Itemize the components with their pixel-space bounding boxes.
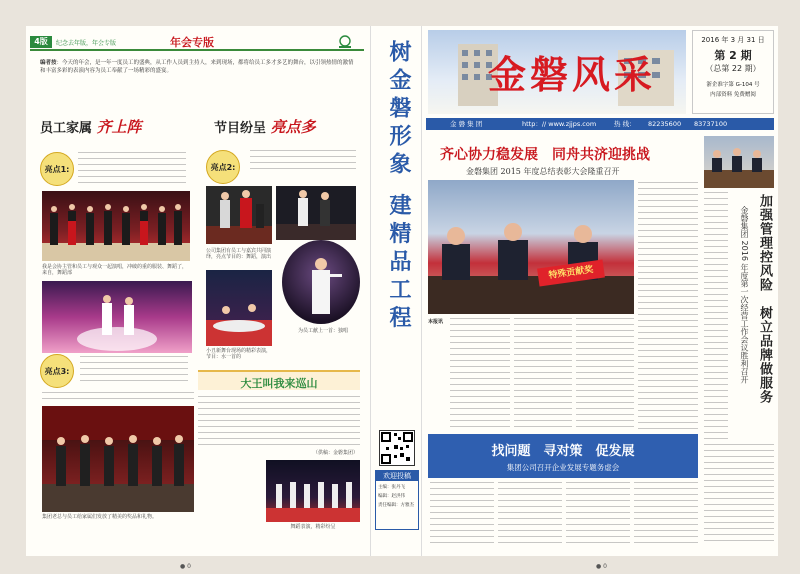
story2-col-1 (430, 482, 494, 546)
stage-photo-3 (276, 186, 356, 240)
article-lead: 本报讯 (428, 319, 444, 325)
bar-company: 金 磐 集 团 (450, 120, 483, 128)
photo-caption-4: 为员工献上一首：独唱 (297, 328, 348, 334)
stage-photo-1 (42, 191, 190, 261)
masthead-banner (428, 30, 686, 114)
dance-photo (266, 460, 360, 522)
contribution-line: 主编：张丹飞 (378, 485, 405, 490)
story2-headline: 找问题 寻对策 促发展 (491, 444, 635, 459)
contribution-title: 欢迎投稿 (376, 471, 418, 481)
photo-caption-6: 舞蹈表演，精彩纷呈 (290, 524, 336, 530)
editor-note (40, 59, 355, 101)
article-col-2 (514, 318, 572, 430)
photo-caption-5: 集团老总与员工给家属们发放了精美的奖品和礼物。 (42, 514, 158, 520)
page-4 (26, 26, 370, 556)
headline-b-script: 亮点多 (270, 118, 316, 136)
award-banner: 特殊贡献奖 (537, 259, 605, 286)
issue-date: 2016 年 3 月 31 日 (701, 36, 765, 44)
spine-slogan: 树金磐形象 建精品工程 (386, 40, 412, 334)
contribution-line: 编辑：赵洪伟 (378, 494, 405, 499)
photo-caption-2: 公司集团有员工与嘉宾共同演绎，亮点节目的：舞蹈，演出 (206, 248, 272, 260)
bar-hotline-label: 热 线： (614, 120, 636, 128)
highlight-badge-2: 亮点2: (206, 150, 240, 184)
stage-photo-2 (206, 186, 272, 244)
contribution-box (375, 470, 419, 530)
award-photo (42, 406, 194, 512)
story2-col-4 (634, 482, 698, 546)
text-block-3 (80, 356, 188, 386)
qr-code-icon (379, 430, 415, 466)
page-header (30, 34, 364, 51)
contribution-line: 责任编辑：方雅杰 (378, 503, 414, 508)
side-col-2 (704, 444, 774, 544)
byline: （供稿：金磐集团） (312, 450, 358, 456)
photo-caption-3: 小丑新舞台现场的精彩表演，节目：水一首的 (206, 348, 272, 360)
highlight-badge-1: 亮点1: (40, 152, 74, 186)
company-logo-icon (336, 34, 354, 48)
issue-total: （总第 22 期） (705, 64, 761, 73)
page-number-right: ● 0 (596, 563, 607, 570)
article-col-4 (638, 182, 698, 430)
side-col-1 (704, 192, 728, 440)
editor-note-text: ：今天的年会，是一年一度员工的盛典，从工作人员到主持人，来到现场，都将给员工多才多艺的舞台，以引领热情的激情和丰富多彩的表演内容为员工奉献了一场精彩的盛宴。 (40, 60, 354, 74)
bar-hotline-1: 82235600 (648, 120, 682, 128)
bar-url[interactable]: http：// www.zjjps.com (522, 120, 597, 128)
info-bar (426, 118, 774, 130)
section-label: 纪念去年版，年会专版 (56, 40, 117, 47)
side-photo (704, 136, 774, 188)
masthead-title: 金磐风采 (488, 52, 657, 97)
text-block-5 (198, 396, 360, 448)
meeting-photo (428, 180, 634, 314)
text-block-1 (78, 152, 186, 184)
section-title: 年会专版 (170, 36, 214, 49)
story2-col-3 (566, 482, 630, 546)
contribution-list (376, 481, 418, 512)
issue-permit: 浙企准字第 G-104 号 (706, 82, 760, 88)
text-block-2 (250, 150, 356, 174)
headline-a: 员工家属 (40, 121, 93, 136)
story2-col-2 (498, 482, 562, 546)
headline-a-script: 齐上阵 (96, 118, 142, 136)
issue-box (692, 30, 774, 114)
page-1 (422, 26, 778, 556)
article-col-1 (450, 318, 510, 430)
singer-photo-oval (282, 240, 360, 324)
editor-note-heading: 编者按 (40, 60, 57, 66)
headline-right (214, 116, 316, 137)
bar-hotline-2: 83737100 (694, 120, 728, 128)
main-article (428, 318, 634, 430)
page-number-left: ● 0 (180, 563, 191, 570)
main-subhead: 金磐集团 2015 年度总结表彰大会隆重召开 (466, 167, 620, 176)
photo-caption-1: 我是会协主管和员工与观众一起演唱，冲破的重的服装、舞蹈了，来自，舞蹈部 (42, 264, 188, 276)
text-block-4 (42, 392, 194, 404)
stage-photo-5 (42, 281, 192, 353)
story2-header (428, 434, 698, 478)
side-subhead: 金磐集团 2016 年度第一次经营工作会议胜利召开 (740, 206, 749, 384)
sub-headline-box (198, 370, 360, 390)
sub-headline: 大王叫我来巡山 (240, 377, 318, 390)
main-headline: 齐心协力稳发展 同舟共济迎挑战 (440, 147, 650, 163)
side-headline: 加强管理控风险 树立品牌做服务 (757, 194, 772, 404)
highlight-badge-3: 亮点3: (40, 354, 74, 388)
headline-left (40, 116, 142, 137)
story2-subhead: 集团公司召开企业发展专题务虚会 (506, 463, 620, 472)
spine-column (370, 26, 422, 556)
issue-internal: 内部资料 免费赠阅 (710, 92, 756, 98)
page-tag: 4版 (30, 36, 52, 48)
stage-photo-4 (206, 270, 272, 346)
issue-number: 第 2 期 (714, 49, 752, 62)
headline-b: 节目纷呈 (214, 121, 267, 136)
article-col-3 (576, 318, 634, 430)
